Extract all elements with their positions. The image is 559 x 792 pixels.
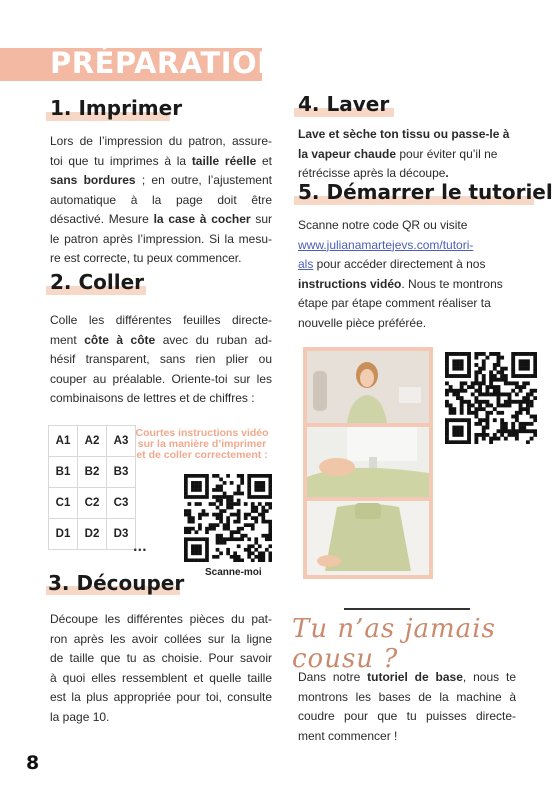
text: étape par étape comment réaliser ta [298,296,491,310]
text: ment commencer ! [298,728,398,743]
text: avec du ruban ad- [155,332,272,347]
qr-caption: Scanne-moi [205,567,262,578]
text: désactivé. Mesure [50,212,154,226]
grid-cell: D1 [49,519,78,550]
heading-decouper: 3. Découper [48,571,185,595]
text: combinaisons de lettres et de chiffres : [50,391,255,405]
grid-cell: B1 [49,457,78,488]
text: est la plus appropriée pour toi, consulte [50,690,272,704]
text: ; en outre, l’ajustement [135,173,272,187]
text-line [50,152,272,172]
photo-sewing-machine [307,427,429,497]
bold-text: la case à cocher [153,212,251,226]
grid-cell: C2 [78,488,107,519]
text: rétrécisse après la découpe [298,166,446,180]
text-line [298,668,516,688]
text-line [298,236,528,256]
heading-imprimer: 1. Imprimer [50,96,183,120]
text: sur [250,212,272,226]
text: Lors de l’impression du patron, assure- [50,134,272,148]
qr-code-icon[interactable] [184,474,272,562]
sheet-grid [48,425,136,550]
text: Colle les différentes feuilles directe- [50,313,272,327]
text-line [50,132,272,152]
imprimer-text [50,132,272,269]
text: re est correcte, tu peux commencer. [50,251,242,265]
grid-row [49,488,136,519]
text-line [50,688,272,708]
text: ron après les avoir collées sur la ligne [50,631,272,646]
grid-cell: B2 [78,457,107,488]
page-title: PRÉPARATION [50,46,282,80]
text: Découpe les différentes pièces du pat- [50,612,272,626]
qr-code-icon[interactable] [445,352,537,444]
aside-text [298,668,516,746]
grid-ellipsis: ... [133,540,147,554]
text: ment [50,332,85,347]
text-line [50,389,272,409]
grid-cell: B3 [107,457,136,488]
tutorial-link[interactable]: www.julianamartejevs.com/tutori- [298,237,474,252]
photo-presenter [307,351,429,423]
text-line [298,255,528,275]
bold-text: instructions vidéo [298,276,402,291]
text-line [298,125,523,145]
grid-cell: A1 [49,426,78,457]
tutoriel-text [298,216,528,333]
grid-cell: D3 [107,519,136,550]
text: Scanne notre code QR ou visite [298,218,468,232]
grid-cell: A2 [78,426,107,457]
bold-text: la vapeur chaude [298,146,397,161]
text-line [50,610,272,630]
text-line [50,649,272,669]
tutorial-photos [303,347,433,579]
text: la page 10. [50,709,110,724]
grid-row [49,519,136,550]
bold-text: Lave et sèche ton tissu ou passe-le à [298,127,510,141]
text: et [256,153,273,168]
text-line [50,230,272,250]
text: couper au préalable. Oriente-toi sur les [50,371,272,386]
text-line [50,708,272,728]
text-line [50,171,272,191]
text-line [50,370,272,390]
text: coudre pour que tu puisses directe- [298,709,516,723]
text: pour éviter qu’il ne [396,146,498,161]
heading-tutoriel: 5. Démarrer le tutoriel [298,180,553,204]
script-title: Tu n’as jamais cousu ? [292,614,496,674]
grid-cell: C1 [49,488,78,519]
text: le patron après l’impression. Si la mesu- [50,231,272,246]
grid-row [49,457,136,488]
coller-text [50,311,272,409]
page-number: 8 [26,752,40,774]
text: toi que tu imprimes à la [50,153,192,168]
text-line [298,314,528,334]
text-line [50,210,272,230]
text: nouvelle pièce préférée. [298,315,427,330]
bold-text: sans bordures [50,173,136,187]
text: pour accéder directement à nos [313,257,486,271]
bold-text: . [445,166,449,180]
text: à quoi elles ressemblent et quelle taille [50,670,272,685]
tutorial-link[interactable]: als [298,257,314,271]
text: Dans notre [298,670,368,684]
text-line [298,727,516,747]
text: . Nous te montrons [401,276,503,291]
text-line [298,294,528,314]
grid-cell: A3 [107,426,136,457]
grid-cell: D2 [78,519,107,550]
text: hésif transparent, sans rien plier ou [50,352,272,366]
divider [344,608,470,610]
text: , nous te [462,670,516,684]
bold-text: tutoriel de base [367,670,463,684]
heading-laver: 4. Laver [298,92,390,116]
text-line [298,216,528,236]
text: de taille que tu as choisie. Pour savoir [50,651,272,665]
laver-text [298,125,523,184]
video-note: Courtes instructions vidéo sur la manière d’imprimer et de coller correctement : [135,427,269,461]
text: automatique à la page doit être [50,192,272,207]
text-line [50,331,272,351]
text-line [298,688,516,708]
text-line [298,275,528,295]
grid-cell: C3 [107,488,136,519]
text-line [298,707,516,727]
text-line [50,311,272,331]
heading-coller: 2. Coller [50,270,145,294]
photo-garment [307,501,429,575]
text-line [50,630,272,650]
text-line [50,669,272,689]
decouper-text [50,610,272,727]
bold-text: taille réelle [191,153,257,168]
text-line [298,145,523,165]
text-line [50,191,272,211]
bold-text: côte à côte [84,332,156,347]
text-line [50,249,272,269]
grid-row [49,426,136,457]
text-line [50,350,272,370]
text: montrons les bases de la machine à [298,689,516,704]
